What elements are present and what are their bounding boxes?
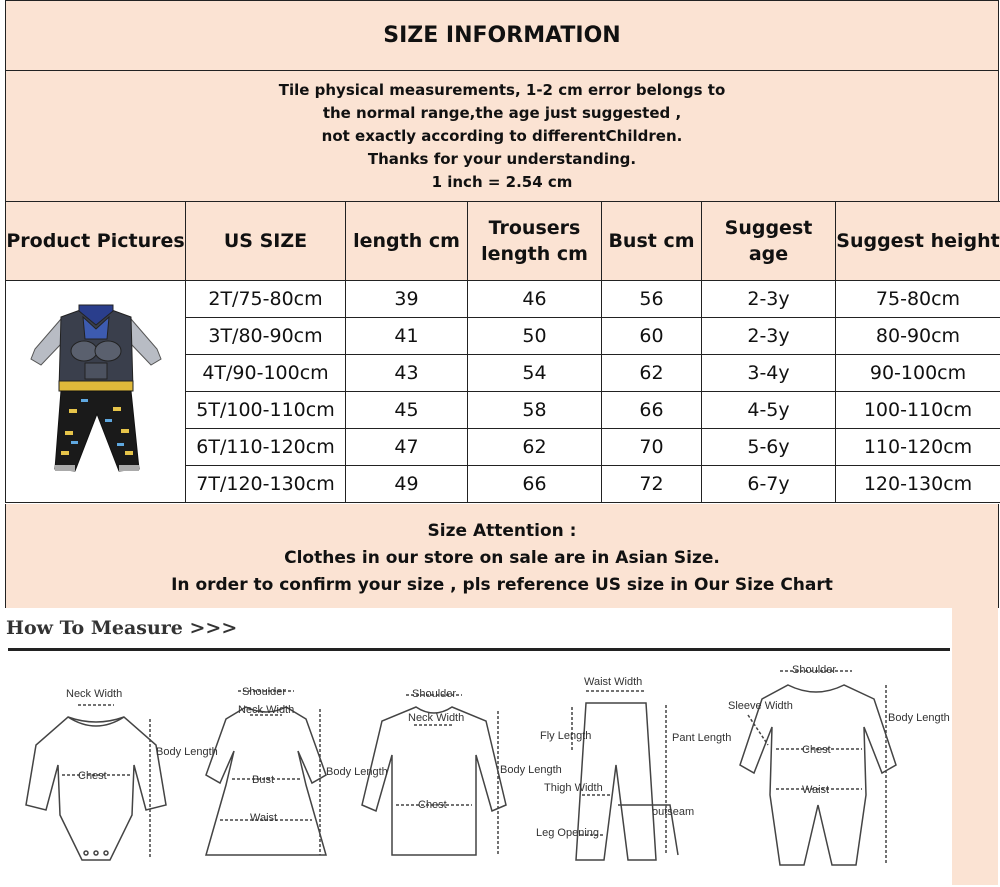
- cell-suggest-age: 2-3y: [702, 318, 836, 355]
- cell-us-size: 5T/100-110cm: [186, 392, 346, 429]
- cell-bust: 72: [602, 466, 702, 503]
- table-row: [6, 281, 1000, 318]
- cell-bust: 70: [602, 429, 702, 466]
- header-suggest-height: Suggest height: [836, 202, 1000, 281]
- cell-bust: 66: [602, 392, 702, 429]
- label-chest: Chest: [802, 744, 831, 756]
- cell-trousers-length: 62: [468, 429, 602, 466]
- cell-suggest-height: 90-100cm: [836, 355, 1000, 392]
- label-pant-length: Pant Length: [672, 732, 732, 744]
- intro-line: 1 inch = 2.54 cm: [431, 172, 573, 191]
- label-sleeve-width: Sleeve Width: [728, 700, 793, 712]
- label-waist-width: Waist Width: [584, 676, 643, 688]
- cell-suggest-height: 100-110cm: [836, 392, 1000, 429]
- cell-length: 39: [346, 281, 468, 318]
- header-trousers-length: [468, 202, 602, 281]
- how-to-measure-title: How To Measure >>>: [6, 617, 238, 639]
- intro-line: the normal range,the age just suggested ,: [322, 103, 682, 122]
- label-waist: Waist: [802, 784, 830, 796]
- page-title: SIZE INFORMATION: [383, 23, 621, 48]
- cell-suggest-height: 120-130cm: [836, 466, 1000, 503]
- cell-trousers-length: 54: [468, 355, 602, 392]
- label-shoulder: Shoulder: [242, 686, 287, 698]
- label-shoulder: Shoulder: [412, 688, 457, 700]
- cell-us-size: 4T/90-100cm: [186, 355, 346, 392]
- intro-line: not exactly according to differentChildren.: [321, 126, 683, 145]
- label-thigh-width: Thigh Width: [544, 782, 603, 794]
- label-leg-opening: Leg Opening: [536, 827, 599, 839]
- label-body-length: Body Length: [156, 746, 218, 758]
- cell-suggest-height: 80-90cm: [836, 318, 1000, 355]
- product-picture-cell: [6, 281, 186, 503]
- cell-suggest-age: 5-6y: [702, 429, 836, 466]
- size-info-title-band: [5, 0, 999, 71]
- intro-line: Tile physical measurements, 1-2 cm error belongs to: [278, 80, 726, 99]
- attention-heading: Size Attention :: [427, 521, 577, 541]
- cell-suggest-height: 110-120cm: [836, 429, 1000, 466]
- cell-bust: 62: [602, 355, 702, 392]
- cell-length: 43: [346, 355, 468, 392]
- cell-bust: 60: [602, 318, 702, 355]
- attention-line: Clothes in our store on sale are in Asian Size.: [284, 548, 720, 568]
- header-us-size: US SIZE: [186, 202, 346, 281]
- cell-trousers-length: 58: [468, 392, 602, 429]
- cell-us-size: 7T/120-130cm: [186, 466, 346, 503]
- cell-suggest-age: 3-4y: [702, 355, 836, 392]
- cell-us-size: 3T/80-90cm: [186, 318, 346, 355]
- attention-line: In order to confirm your size , pls reference US size in Our Size Chart: [171, 575, 833, 595]
- cell-length: 45: [346, 392, 468, 429]
- product-pajama-image: [21, 299, 171, 479]
- header-trousers-length-label: Trousers length cm: [481, 217, 588, 265]
- cell-suggest-age: 6-7y: [702, 466, 836, 503]
- size-table: [5, 201, 1000, 503]
- label-shoulder: Shoulder: [792, 664, 837, 676]
- intro-line: Thanks for your understanding.: [367, 149, 637, 168]
- measurement-diagrams: [6, 655, 950, 885]
- cell-trousers-length: 50: [468, 318, 602, 355]
- header-product-pictures: Product Pictures: [6, 202, 186, 281]
- cell-us-size: 6T/110-120cm: [186, 429, 346, 466]
- cell-length: 47: [346, 429, 468, 466]
- label-bust: Bust: [252, 774, 275, 786]
- label-waist: Waist: [250, 812, 278, 824]
- header-bust: Bust cm: [602, 202, 702, 281]
- label-outseam: outseam: [652, 806, 695, 818]
- label-body-length: Body Length: [326, 766, 388, 778]
- intro-notes: [5, 70, 999, 202]
- bodysuit-diagram: [26, 705, 166, 860]
- label-fly-length: Fly Length: [540, 730, 592, 742]
- size-attention: [5, 504, 999, 608]
- table-header-row: [6, 202, 1000, 281]
- label-neck-width: Neck Width: [238, 704, 295, 716]
- header-suggest-age: Suggest age: [702, 202, 836, 281]
- cell-suggest-age: 2-3y: [702, 281, 836, 318]
- label-chest: Chest: [78, 770, 107, 782]
- cell-suggest-age: 4-5y: [702, 392, 836, 429]
- cell-us-size: 2T/75-80cm: [186, 281, 346, 318]
- label-body-length: Body Length: [888, 712, 950, 724]
- header-length: length cm: [346, 202, 468, 281]
- cell-length: 41: [346, 318, 468, 355]
- label-chest: Chest: [418, 799, 447, 811]
- cell-trousers-length: 46: [468, 281, 602, 318]
- label-neck-width: Neck Width: [408, 712, 465, 724]
- side-band: [952, 608, 998, 885]
- cell-length: 49: [346, 466, 468, 503]
- cell-trousers-length: 66: [468, 466, 602, 503]
- cell-suggest-height: 75-80cm: [836, 281, 1000, 318]
- label-neck-width: Neck Width: [66, 688, 123, 700]
- label-body-length: Body Length: [500, 764, 562, 776]
- divider: [8, 648, 950, 651]
- cell-bust: 56: [602, 281, 702, 318]
